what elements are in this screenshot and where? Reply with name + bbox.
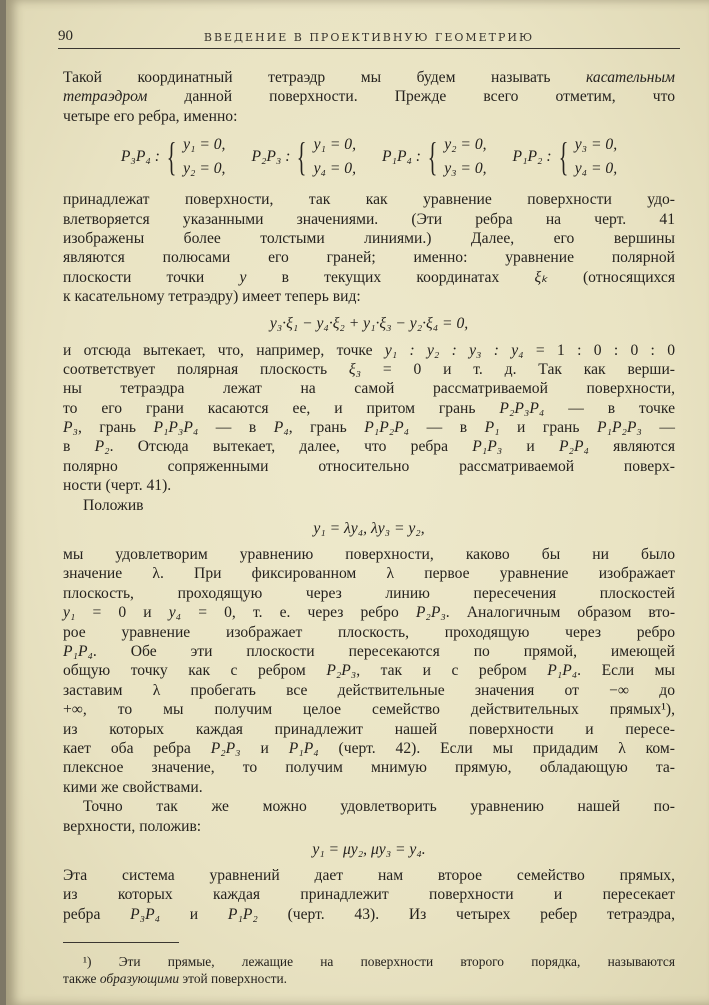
text-run: к касательному тетраэдру) имеет теперь вид: xyxy=(63,288,361,306)
equation-system xyxy=(513,133,618,181)
text-line xyxy=(63,107,675,126)
text-run: четыре его ребра, именно: xyxy=(63,107,238,125)
edge-label: P₁P₄ : xyxy=(382,148,421,166)
text-line xyxy=(63,758,675,777)
equation: y₁ = μy₂, μy₃ = y₄. xyxy=(312,840,426,858)
text-run: верхности, положив: xyxy=(63,817,202,835)
text-run: ¹) Эти прямые, лежащие на поверхности второго порядка, называются xyxy=(83,954,675,970)
main-text xyxy=(63,68,675,924)
math-term: P₂P₄ xyxy=(559,438,589,456)
text-line xyxy=(63,797,675,816)
text-line xyxy=(63,476,675,495)
text-line xyxy=(63,418,675,437)
text-run: данной поверхности. Прежде всего отметим, что xyxy=(147,88,675,106)
text-run: (относящихся xyxy=(547,268,676,286)
math-term: ξₖ xyxy=(534,268,548,286)
text-run: изображены более толстыми линиями.) Далее, его вершины xyxy=(63,229,675,247)
math-term: P₂P₃ xyxy=(210,739,241,757)
text-line xyxy=(63,817,675,836)
text-run: мы удовлетворим уравнению поверхности, каково бы ни было xyxy=(63,546,675,564)
equation-row: y₂ = 0, xyxy=(444,136,487,154)
equation-row: y₂ = 0, xyxy=(183,160,226,178)
text-run: общую точку как с ребром xyxy=(63,662,327,680)
text-run: = 0 и xyxy=(75,604,169,622)
equation-rows xyxy=(183,133,225,181)
math-term: y₁ xyxy=(63,604,76,622)
text-run: этой поверхности. xyxy=(179,971,287,987)
text-run: кает оба ребра xyxy=(63,739,211,757)
text-run: в xyxy=(63,438,95,456)
text-run: в текущих координатах xyxy=(246,268,535,286)
paragraph xyxy=(63,68,675,126)
text-run: также xyxy=(63,971,100,987)
text-line xyxy=(63,457,675,476)
text-run: соответствует полярная плоскость xyxy=(63,360,349,378)
equation: y₃·ξ₁ − y₄·ξ₂ + y₁·ξ₃ − y₂·ξ₄ = 0, xyxy=(269,314,469,332)
page-body xyxy=(63,68,675,987)
text-line xyxy=(63,953,675,970)
text-run: , грань xyxy=(288,419,365,437)
text-line xyxy=(63,229,675,248)
text-line xyxy=(63,681,675,700)
math-term: P₂ xyxy=(94,438,110,456)
left-brace: { xyxy=(166,134,177,180)
left-brace: { xyxy=(427,134,438,180)
text-line xyxy=(63,720,675,739)
text-run: ны тетраэдра лежат на самой рассматриваемой поверхности, xyxy=(63,380,675,398)
text-run: принадлежат поверхности, так как уравнение поверхности удо- xyxy=(63,191,675,209)
text-run: плексное значение, то получим мнимую прямую, обладающую та- xyxy=(63,759,675,777)
text-line xyxy=(63,379,675,398)
text-run: . Отсюда вытекает, далее, что ребра xyxy=(109,438,473,456)
text-run: . Если мы xyxy=(577,662,675,680)
equation-system xyxy=(251,133,356,181)
text-line xyxy=(63,905,675,924)
text-line xyxy=(63,700,675,719)
text-run: — в xyxy=(409,419,485,437)
math-term: P₃P₄ xyxy=(130,905,161,923)
text-line xyxy=(63,545,675,564)
paragraph xyxy=(63,496,675,515)
footnote-divider xyxy=(63,942,179,943)
equation-rows xyxy=(575,133,617,181)
equation-system xyxy=(121,133,226,181)
text-run: плоскость, проходящую через линию пересечения плоскостей xyxy=(63,584,675,602)
text-run: (черт. 43). Из четырех ребер тетраэдра, xyxy=(257,905,675,923)
equation-row: y₃ = 0, xyxy=(574,136,618,154)
text-run: являются полюсами его граней; именно: уравнение полярной xyxy=(63,249,675,267)
equation-system xyxy=(382,133,487,181)
text-run: рое уравнение изображает плоскость, проходящую через ребро xyxy=(63,623,675,641)
math-term: касательным xyxy=(586,69,675,86)
edge-label: P₁P₂ : xyxy=(512,148,552,166)
equation-rows xyxy=(314,133,356,181)
paragraph xyxy=(63,866,675,924)
text-run: то его грани касаются ее, и притом грань xyxy=(63,399,500,417)
left-brace: { xyxy=(558,134,568,180)
text-line xyxy=(63,739,675,758)
equation-row: y₁ = 0, xyxy=(313,136,356,154)
math-term: P₁ xyxy=(484,419,500,437)
paragraph xyxy=(63,190,675,306)
math-term: P₂P₃P₄ xyxy=(499,399,545,417)
text-line xyxy=(63,584,675,603)
text-line xyxy=(63,437,675,456)
text-line xyxy=(63,210,675,229)
text-run: Эта система уравнений дает нам второе семейство прямых, xyxy=(63,866,675,884)
text-line xyxy=(63,642,675,661)
text-run: (черт. 42). Если мы придадим λ ком- xyxy=(318,739,675,757)
text-run: = 1 : 0 : 0 : 0 xyxy=(523,341,675,359)
paragraph xyxy=(63,797,675,836)
text-run: — xyxy=(641,419,675,437)
text-run: . Аналогичным образом вто- xyxy=(445,604,676,622)
text-run: и xyxy=(160,905,228,923)
math-term: ξ₃ xyxy=(348,360,361,378)
equation-rows xyxy=(444,133,486,181)
text-run: полярно сопряженными относительно рассматриваемой поверх- xyxy=(63,457,675,475)
text-run: и xyxy=(502,438,560,456)
text-line xyxy=(63,603,675,622)
page-number: 90 xyxy=(58,28,73,44)
math-term: P₂P₃ xyxy=(326,662,357,680)
paragraph xyxy=(63,545,675,797)
text-line xyxy=(63,399,675,418)
equation-row: y₄ = 0, xyxy=(313,160,356,178)
text-run: ности (черт. 41). xyxy=(63,477,172,495)
math-term: y₄ xyxy=(168,604,182,622)
text-line xyxy=(63,360,675,379)
text-run: , грань xyxy=(77,419,154,437)
math-term: P₁P₄ xyxy=(547,662,578,680)
text-line xyxy=(63,970,675,987)
text-run: и грань xyxy=(499,419,598,437)
paragraph xyxy=(63,341,675,496)
text-run: = 0, т. е. через ребро xyxy=(181,604,416,622)
edge-label: P₂P₃ : xyxy=(251,148,291,166)
text-line xyxy=(63,287,675,306)
text-run: влетворяется указанными значениями. (Эти ребра на черт. 41 xyxy=(63,210,675,228)
text-run: заставим λ пробегать все действительные значения от −∞ до xyxy=(63,681,675,699)
math-term: P₁P₂ xyxy=(227,905,258,923)
text-line xyxy=(63,661,675,680)
text-run: — в xyxy=(198,419,274,437)
text-line xyxy=(63,778,675,797)
text-line xyxy=(63,268,675,287)
math-term: P₃ xyxy=(63,419,78,437)
math-term: P₁P₃ xyxy=(472,438,503,456)
math-term: y₁ : y₂ : y₃ : y₄ xyxy=(384,341,524,359)
math-term: P₁P₄ xyxy=(288,739,319,757)
text-run: — в точке xyxy=(544,399,675,417)
text-line xyxy=(63,496,675,515)
text-line xyxy=(63,564,675,583)
text-run: из которых каждая принадлежит поверхности и пересекает xyxy=(63,886,675,904)
text-run: плоскости точки xyxy=(63,268,240,286)
text-run: из которых каждая принадлежит нашей поверхности и пересе- xyxy=(63,720,675,738)
math-term: y xyxy=(239,268,247,286)
left-brace: { xyxy=(297,134,307,180)
edge-label: P₃P₄ : xyxy=(120,148,160,166)
running-header xyxy=(58,28,680,49)
text-line xyxy=(63,248,675,267)
text-line xyxy=(63,190,675,209)
text-run: +∞, то мы получим целое семейство действительных прямых¹), xyxy=(63,701,675,719)
math-term: тетраэдром xyxy=(63,88,148,106)
text-run: и xyxy=(240,739,289,757)
text-run: Точно так же можно удовлетворить уравнению нашей по- xyxy=(83,798,675,816)
running-title: ВВЕДЕНИЕ В ПРОЕКТИВНУЮ ГЕОМЕТРИЮ xyxy=(203,31,535,44)
text-run: являются xyxy=(588,438,675,456)
equation-row: y₃ = 0, xyxy=(444,160,487,178)
text-run: , так и с ребром xyxy=(356,662,548,680)
text-line xyxy=(63,341,675,360)
math-term: образующими xyxy=(99,971,180,987)
equation-row: y₁ = 0, xyxy=(183,136,226,154)
text-line xyxy=(63,68,675,87)
text-run: Такой координатный тетраэдр мы будем называть xyxy=(63,69,587,86)
math-term: P₂P₃ xyxy=(415,604,446,622)
text-line xyxy=(63,866,675,885)
book-page xyxy=(6,0,709,1005)
text-line xyxy=(63,87,675,106)
math-term: P₁P₂P₃ xyxy=(597,419,642,437)
math-term: P₄ xyxy=(273,419,289,437)
math-term: P₁P₃P₄ xyxy=(153,419,199,437)
text-line xyxy=(63,885,675,904)
text-run: кими же свойствами. xyxy=(63,778,203,796)
math-term: P₁P₂P₄ xyxy=(364,419,410,437)
edge-equation-systems xyxy=(63,128,675,186)
text-run: Положив xyxy=(83,496,144,514)
math-term: P₁P₄ xyxy=(63,642,93,660)
text-run: и отсюда вытекает, что, например, точке xyxy=(63,341,385,359)
text-run: ребра xyxy=(63,905,131,923)
text-run: . Обе эти плоскости пересекаются по прямой, имеющей xyxy=(92,642,675,660)
equation-row: y₄ = 0, xyxy=(574,160,618,178)
text-run: = 0 и т. д. Так как верши- xyxy=(361,360,675,378)
footnote xyxy=(63,953,675,987)
text-line xyxy=(63,623,675,642)
text-run: значение λ. При фиксированном λ первое уравнение изображает xyxy=(63,565,675,583)
equation: y₁ = λy₄, λy₃ = y₂, xyxy=(313,520,425,538)
